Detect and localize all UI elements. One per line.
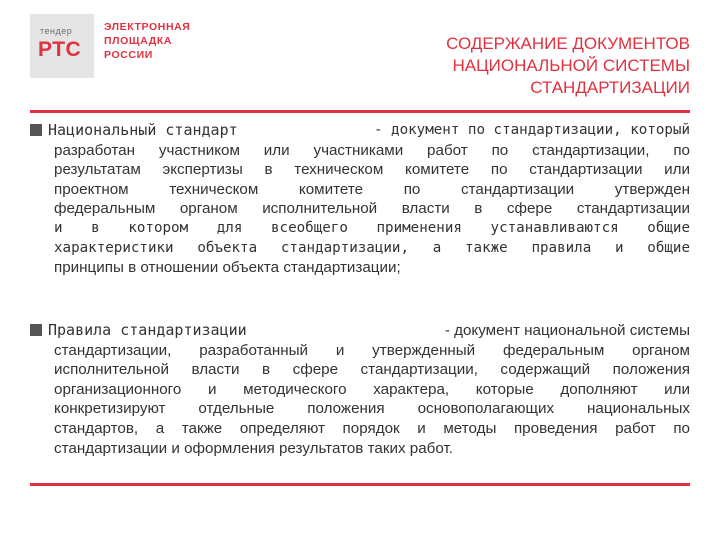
definition-body xyxy=(30,141,690,278)
definition-body xyxy=(30,341,690,459)
definition-term: Национальный стандарт xyxy=(48,121,238,139)
square-bullet-icon xyxy=(30,124,42,136)
definition-line: стандартизации, разработанный и утвержденный федеральным органом xyxy=(54,341,690,359)
page-title-line: СТАНДАРТИЗАЦИИ xyxy=(530,78,690,97)
logo-mark xyxy=(30,14,94,78)
page-title xyxy=(330,33,690,99)
definition-standardization-rules xyxy=(30,321,690,458)
definition-line: конкретизируют отдельные положения основополагающих национальных xyxy=(54,400,690,418)
definition-line: исполнительной власти в сфере стандартизации, содержащий положения xyxy=(54,361,690,379)
definition-line: разработан участником или участниками работ по стандартизации, по xyxy=(54,141,690,159)
logo-caption xyxy=(104,20,190,62)
definition-national-standard xyxy=(30,121,690,278)
logo-big-text: РТС xyxy=(38,38,82,61)
bottom-divider xyxy=(30,483,690,486)
definition-line: федеральным органом исполнительной власти в сфере стандартизации xyxy=(54,200,690,218)
top-divider xyxy=(30,110,690,113)
page-title-line: НАЦИОНАЛЬНОЙ СИСТЕМЫ xyxy=(452,56,690,75)
definition-first-line xyxy=(30,121,690,141)
definition-line: стандартов, а также определяют порядок и методы проведения работ по xyxy=(54,419,690,437)
logo-caption-line: ПЛОЩАДКА xyxy=(104,35,173,47)
logo-caption-line: РОССИИ xyxy=(104,49,153,61)
logo xyxy=(30,14,190,78)
page-title-line: СОДЕРЖАНИЕ ДОКУМЕНТОВ xyxy=(446,34,690,53)
definition-line: проектном техническом комитете по стандартизации утвержден xyxy=(54,180,690,198)
definition-line: результатам экспертизы в техническом комитете по стандартизации или xyxy=(54,161,690,179)
definition-term: Правила стандартизации xyxy=(48,321,247,339)
definition-line: стандартизации и оформления результатов таких работ. xyxy=(54,439,453,457)
definition-line: характеристики объекта стандартизации, а также правила и общие xyxy=(54,239,690,256)
square-bullet-icon xyxy=(30,324,42,336)
definition-line: и в котором для всеобщего применения устанавливаются общие xyxy=(54,219,690,236)
definition-first-rest: - документ по стандартизации, который xyxy=(373,122,690,138)
definition-first-line xyxy=(30,321,690,341)
definition-first-rest: - документ национальной системы xyxy=(444,322,690,339)
definition-line: принципы в отношении объекта стандартизации; xyxy=(54,259,401,277)
logo-small-text: тендер xyxy=(40,26,73,36)
logo-caption-line: ЭЛЕКТРОННАЯ xyxy=(104,21,191,33)
definition-line: организационного и методического характера, которые дополняют или xyxy=(54,380,690,398)
